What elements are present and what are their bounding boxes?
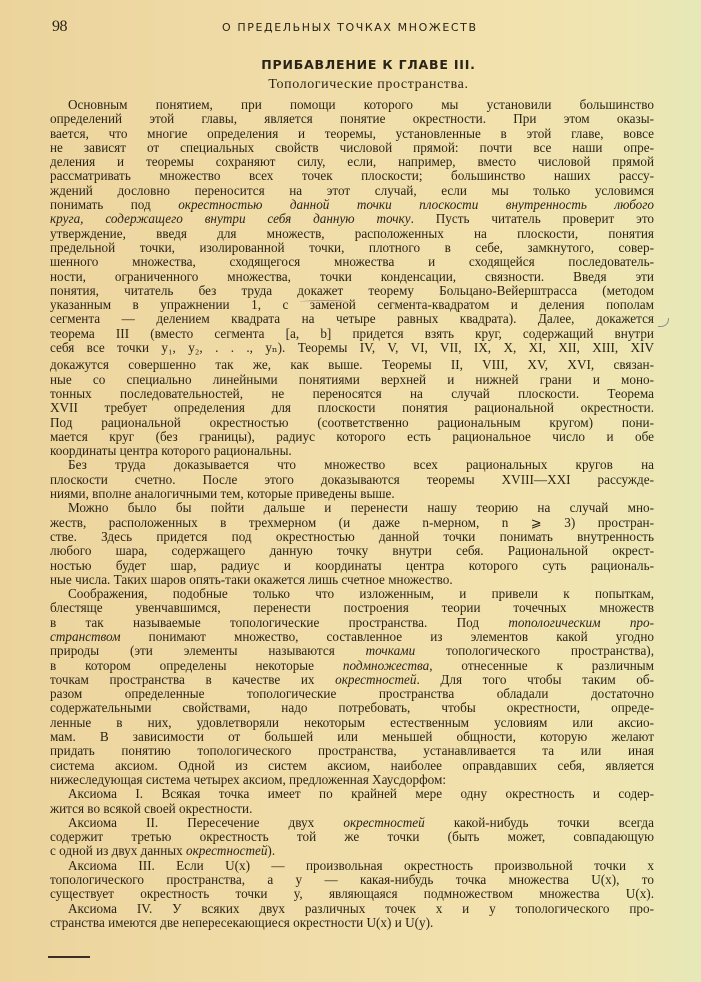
text-line: определений этой главы, является понятие окрестности. При этом оказы- bbox=[50, 112, 654, 127]
italic-term: топологическим про- bbox=[508, 615, 654, 630]
text-line: в котором определены некоторые подмножества, отнесенные к различным bbox=[50, 658, 654, 673]
footnote-rule bbox=[48, 956, 90, 958]
text-line: понятия, читатель без труда докажет теорему Больцано-Вейерштрасса (методом bbox=[50, 283, 654, 298]
section-title: Топологические пространства. bbox=[268, 77, 469, 92]
text-line: рассматривать множество всех точек плоскости; большинство наших рассу- bbox=[50, 169, 654, 184]
text-line: с одной из двух данных окрестностей). bbox=[50, 844, 276, 859]
body-text bbox=[50, 98, 654, 930]
text-line: странством понимают множество, составленное из элементов какой угодно bbox=[50, 629, 654, 644]
axiom-4: Аксиома IV. У всяких двух различных точек x и y топологического про- bbox=[68, 901, 654, 916]
text-line: предельной точки, изолированной точки, плотного в себе, замкнутого, совер- bbox=[50, 240, 654, 255]
text-line: плоскости счетно. После этого доказываются теоремы XVIII—XXI рассужде- bbox=[50, 472, 654, 487]
text-line: Основным понятием, при помощи которого мы установили большинство bbox=[68, 98, 654, 112]
text-line: Соображения, подобные только что изложенным, и привели к попыткам, bbox=[68, 587, 654, 602]
text-line: ниями, вполне аналогичными тем, которые приведены выше. bbox=[50, 487, 395, 502]
text-line: докажутся совершенно так же, как выше. Теоремы II, VIII, XV, XVI, связан- bbox=[50, 358, 654, 373]
text-line: содержит третью окрестность той же точки (быть может, совпадающую bbox=[50, 830, 654, 845]
axiom-1: Аксиома I. Всякая точка имеет по крайней мере одну окрестность и содер- bbox=[68, 787, 654, 802]
text-line: Без труда доказывается что множество всех рациональных кругов на bbox=[68, 458, 654, 473]
text-line: вается, что многие определения и теоремы, установленные в этой главе, вовсе bbox=[50, 126, 654, 141]
pencil-mark bbox=[300, 300, 350, 304]
text-line: себя все точки y₁, y₂, . . ., yₙ). Теоремы IV, V, VI, VII, IX, X, XI, XII, XIII, XIV bbox=[50, 341, 654, 356]
text-line: любого шара, содержащего данную точку внутри себя. Рациональной окрест- bbox=[50, 544, 654, 559]
text-line: не зависят от специальных свойств числовой прямой: почти все наши опре- bbox=[50, 140, 654, 155]
text-line: ностью будет шар, радиус и координаты центра которого суть рациональ- bbox=[50, 558, 654, 573]
italic-term: окрестностью данной точки плоскости внутренность любого bbox=[178, 198, 654, 213]
running-title: О ПРЕДЕЛЬНЫХ ТОЧКАХ МНОЖЕСТВ bbox=[222, 21, 478, 34]
text-line: круга, содержащего внутри себя данную точку. Пусть читатель проверит это bbox=[50, 212, 654, 227]
text-line: жится во всякой своей окрестности. bbox=[50, 801, 253, 816]
text-line: топологического пространства, а y — какая-нибудь точка множества U(x), то bbox=[50, 873, 654, 888]
text-line: ные со специально линейными понятиями верхней и нижней грани и моно- bbox=[50, 372, 654, 387]
text-line: понимать под окрестностью данной точки плоскости внутренность любого bbox=[50, 198, 654, 213]
axiom-2: Аксиома II. Пересечение двух окрестностей какой-нибудь точки всегда bbox=[68, 815, 654, 830]
text-line: ленные в них, удовлетворяли некоторым естественным условиям или аксио- bbox=[50, 715, 654, 730]
text-line: ждений дословно переносится на этот случай, если мы только условимся bbox=[50, 183, 654, 198]
text-line: сегмента — делением квадрата на четыре равных квадрата). Далее, докажется bbox=[50, 312, 654, 327]
italic-term: окрестностей bbox=[335, 672, 417, 687]
text-line: указанным в упражнении 1, с заменой сегмента-квадратом и деления пополам bbox=[50, 298, 654, 313]
italic-term: точками bbox=[365, 644, 416, 659]
italic-term: окрестностей bbox=[186, 844, 268, 859]
text-line: утверждение, введя для множеств, расположенных на плоскости, понятия bbox=[50, 226, 654, 241]
text-line: система аксиом. Одной из систем аксиом, наиболее оправдавших себя, является bbox=[50, 758, 654, 773]
text-line: ные числа. Таких шаров опять-таки окажется лишь счетное множество. bbox=[50, 572, 453, 587]
text-line: в так называемые топологические пространства. Под топологическим про- bbox=[50, 615, 654, 630]
text-line: природы (эти элементы называются точками топологического пространства), bbox=[50, 644, 654, 659]
italic-term: подмножества bbox=[342, 658, 430, 673]
text-line: XVII требует определения для плоскости понятия рациональной окрестности. bbox=[50, 401, 654, 416]
text-line: тонных последовательностей, не переносятся на случай плоскости. Теорема bbox=[50, 386, 654, 401]
text-line: Под рациональной окрестностью (соответственно рациональным кругом) пони- bbox=[50, 415, 654, 430]
text-line: деления и теоремы сохраняют силу, если, например, вместо числовой прямой bbox=[50, 155, 654, 170]
text-line: мам. В зависимости от большей или меньшей общности, которую желают bbox=[50, 730, 654, 745]
axiom-3: Аксиома III. Если U(x) — произвольная окрестность произвольной точки x bbox=[68, 858, 654, 873]
text-line: блестяще увенчавшимся, перенести построения теории точечных множеств bbox=[50, 601, 654, 616]
text-line: шенного множества, сходящегося множества и сходящейся последователь- bbox=[50, 255, 654, 270]
text-line: мается круг (без границы), радиус которого есть рациональное число и обе bbox=[50, 429, 654, 444]
text-line: координаты центра которого рациональны. bbox=[50, 444, 292, 459]
italic-term: окрестностей bbox=[343, 815, 425, 830]
text-line: существует окрестность точки y, являющаяся подмножеством множества U(x). bbox=[50, 887, 654, 902]
text-line: Можно было бы пойти дальше и перенести нашу теорию на случай мно- bbox=[68, 501, 654, 516]
running-head bbox=[52, 18, 652, 38]
margin-mark bbox=[658, 318, 669, 327]
italic-term: странством bbox=[50, 629, 121, 644]
text-line: разом определенные топологические пространства обладали достаточно bbox=[50, 687, 654, 702]
text-line: жеств, расположенных в трехмерном (и даже n-мерном, n ⩾ 3) простран- bbox=[50, 515, 654, 530]
italic-term: круга, содержащего внутри себя данную точку bbox=[50, 212, 411, 227]
text-line: содержательными свойствами, надо потребовать, чтобы окрестности, опреде- bbox=[50, 701, 654, 716]
text-line: ности, ограниченного множества, точки конденсации, связности. Введя эти bbox=[50, 269, 654, 284]
text-line: странства имеются две непересекающиеся окрестности U(x) и U(y). bbox=[50, 915, 434, 930]
text-line: стве. Здесь придется под окрестностью данной точки понимать внутренность bbox=[50, 529, 654, 544]
text-line: придать понятию топологического пространства, устанавливается та или иная bbox=[50, 744, 654, 759]
page-number: 98 bbox=[52, 18, 67, 35]
appendix-title: ПРИБАВЛЕНИЕ К ГЛАВЕ III. bbox=[261, 57, 476, 72]
text-line: нижеследующая система четырех аксиом, предложенная Хаусдорфом: bbox=[50, 772, 447, 787]
text-line: теорема III (вместо сегмента [a, b] придется взять круг, содержащий внутри bbox=[50, 326, 654, 341]
text-line: точкам пространства в качестве их окрестностей. Для того чтобы таким об- bbox=[50, 672, 654, 687]
